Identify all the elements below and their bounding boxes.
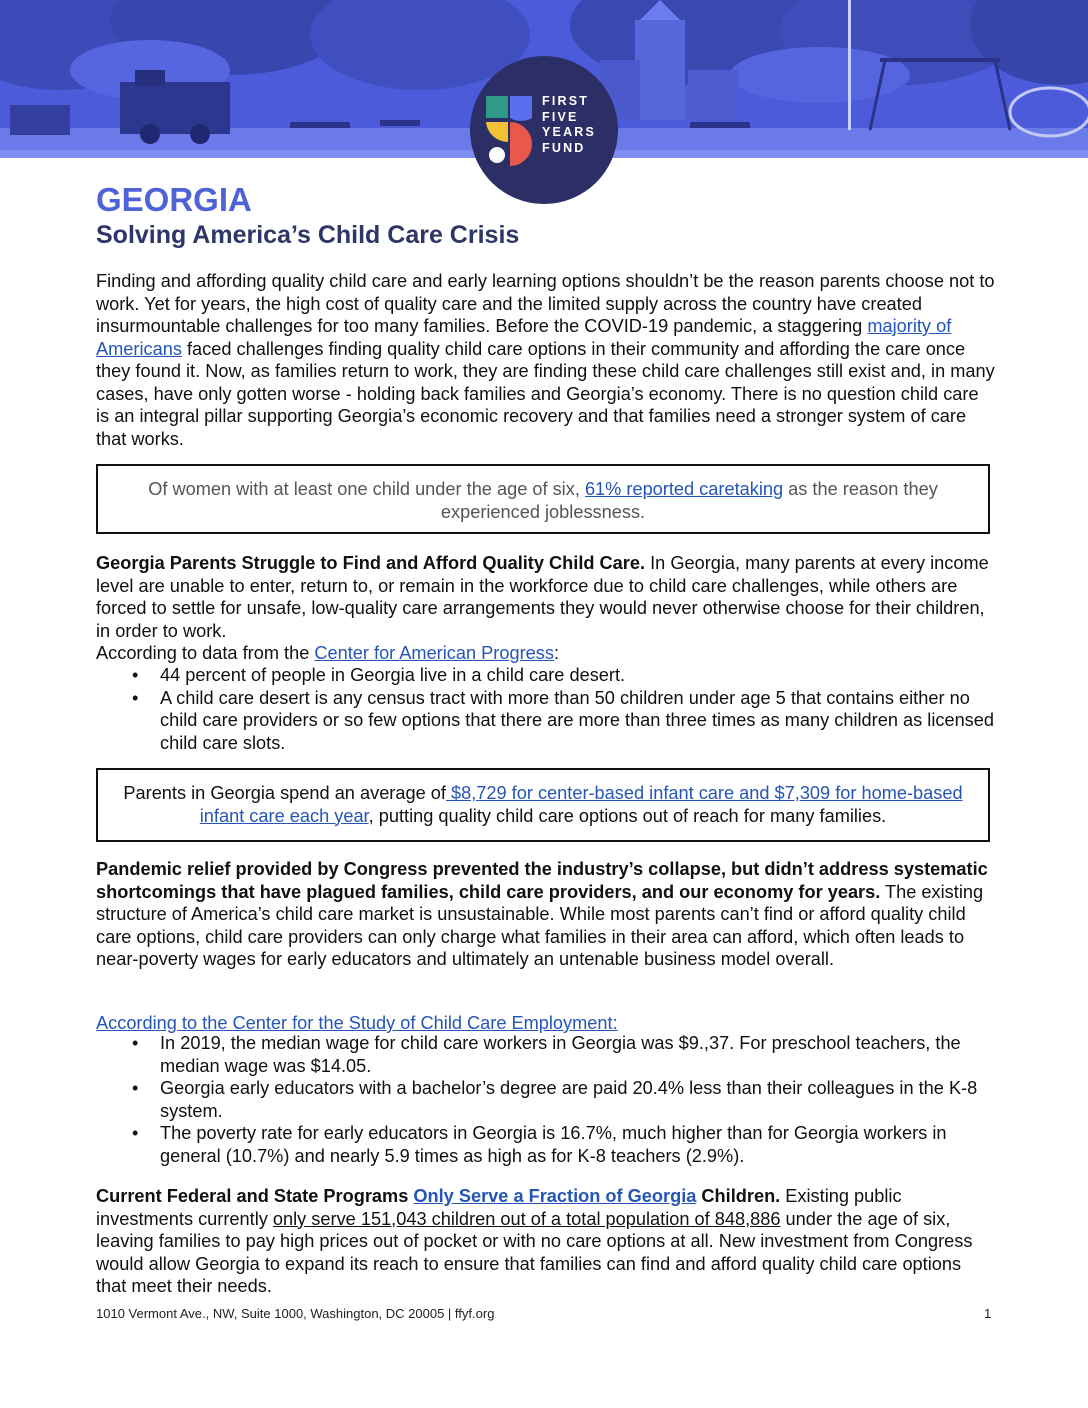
center-for-study-of-child-care-employment-link[interactable]: According to the Center for the Study of Child Care Employment: bbox=[96, 1013, 618, 1033]
programs-text-2: under the age of six, leaving families to pay high prices out of pocket or with no care options at all. New investment from Congress would allow Georgia to expand its reach to ensure that families can find and afford quality child care options that meet their needs. bbox=[96, 1208, 973, 1296]
federal-state-programs-paragraph bbox=[96, 1185, 996, 1298]
pandemic-relief-body: The existing structure of America’s child care market is unsustainable. While most parents can’t find or afford quality child care options, child care providers can only charge what families in their area can afford, which often leads to near-poverty wages for early educators and ultimately an untenable business model overall. bbox=[96, 881, 984, 969]
struggle-paragraph bbox=[96, 552, 996, 642]
callout1-text-1: Of women with at least one child under the age of six, bbox=[148, 479, 585, 499]
page-subtitle: Solving America’s Child Care Crisis bbox=[96, 221, 520, 249]
logo-yellow-shape bbox=[486, 122, 508, 142]
list-item: • In 2019, the median wage for child care workers in Georgia was $9.,37. For preschool teachers, the median wage was $14.05. bbox=[96, 1032, 996, 1077]
infant-care-cost-callout-box bbox=[96, 768, 990, 842]
callout1-text-2: as the reason they experienced joblessness. bbox=[440, 479, 938, 522]
intro-text-1: Finding and affording quality child care and early learning options shouldn’t be the reason parents choose not to work. Yet for years, the high cost of quality care and the limited supply across the country have created insurmountable challenges for too many families. Before the COVID-19 pandemic, a staggering bbox=[96, 271, 995, 336]
programs-heading-2: Children. bbox=[696, 1186, 781, 1206]
logo-green-square bbox=[486, 96, 508, 118]
cap-source-post: : bbox=[553, 643, 560, 663]
list-item: • Georgia early educators with a bachelor’s degree are paid 20.4% less than their colleagues in the K-8 system. bbox=[96, 1077, 996, 1122]
early-educator-wage-list bbox=[96, 1032, 996, 1167]
footer-address: 1010 Vermont Ave., NW, Suite 1000, Washington, DC 20005 | ffyf.org bbox=[96, 1306, 495, 1321]
majority-of-americans-link[interactable]: majority of Americans bbox=[96, 316, 952, 359]
pandemic-relief-heading: Pandemic relief provided by Congress prevented the industry’s collapse, but didn’t address systematic shortcomings that have plagued families, child care providers, and our economy for years. bbox=[96, 859, 988, 902]
callout2-text-1: Parents in Georgia spend an average of bbox=[123, 783, 446, 803]
cap-source-line bbox=[96, 642, 996, 665]
logo-red-half-circle bbox=[510, 122, 532, 166]
joblessness-callout-box bbox=[96, 464, 990, 534]
struggle-heading: Georgia Parents Struggle to Find and Afford Quality Child Care. bbox=[96, 553, 646, 573]
page-title: GEORGIA bbox=[96, 181, 252, 218]
children-served-stat: only serve 151,043 children out of a total population of 848,886 bbox=[272, 1208, 781, 1229]
programs-text-1: Existing public investments currently bbox=[96, 1186, 902, 1229]
first-five-years-fund-logo bbox=[470, 56, 618, 204]
caretaking-stat-link[interactable]: 61% reported caretaking bbox=[584, 479, 784, 499]
center-for-american-progress-link[interactable]: Center for American Progress bbox=[314, 643, 554, 663]
list-item: • The poverty rate for early educators in Georgia is 16.7%, much higher than for Georgia workers in general (10.7%) and nearly 5.9 times as high as for K-8 teachers (2.9%). bbox=[96, 1122, 996, 1167]
logo-blue-shape bbox=[510, 96, 532, 121]
logo-wordmark bbox=[542, 94, 596, 156]
cap-source-pre: According to data from the bbox=[96, 643, 315, 663]
intro-paragraph bbox=[96, 270, 996, 450]
fraction-of-georgia-link[interactable]: Only Serve a Fraction of Georgia bbox=[413, 1186, 697, 1206]
pandemic-relief-paragraph bbox=[96, 858, 996, 971]
list-item: • A child care desert is any census tract with more than 50 children under age 5 that contains either no child care providers or so few options that there are more than three times as many children as licensed child care slots. bbox=[96, 687, 996, 755]
logo-white-dot bbox=[489, 147, 505, 163]
logo-line-3: YEARS bbox=[542, 125, 597, 139]
callout2-text-2: , putting quality child care options out of reach for many families. bbox=[368, 805, 887, 826]
logo-line-1: FIRST bbox=[542, 94, 590, 108]
page-number: 1 bbox=[984, 1306, 992, 1321]
infant-care-cost-link[interactable]: $8,729 for center-based infant care and $7,309 for home-based infant care each year bbox=[199, 783, 963, 826]
logo-line-2: FIVE bbox=[542, 109, 579, 124]
programs-heading-1: Current Federal and State Programs bbox=[96, 1186, 414, 1206]
child-care-desert-list bbox=[96, 664, 996, 754]
intro-text-2: faced challenges finding quality child care options in their community and affording the care once they found it. Now, as families return to work, they are finding these child care challenges still exist and, in many cases, have only gotten worse - holding back families and Georgia’s economy. There is no question child care is an integral pillar supporting Georgia’s economic recovery and that families need a stronger system of care that works. bbox=[96, 338, 995, 449]
logo-mark-icon bbox=[484, 96, 534, 166]
logo-line-4: FUND bbox=[542, 140, 586, 155]
list-item: • 44 percent of people in Georgia live in a child care desert. bbox=[96, 664, 996, 687]
struggle-body: In Georgia, many parents at every income level are unable to enter, return to, or remain in the workforce due to child care challenges, while others are forced to settle for unsafe, low-quality care arrangements they would never otherwise choose for their children, in order to work. bbox=[96, 553, 989, 641]
